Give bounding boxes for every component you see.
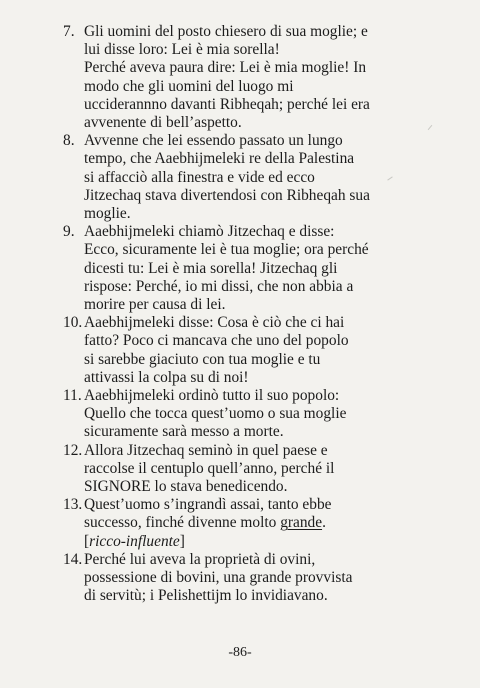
bracket-open: [ (84, 532, 90, 550)
verse-text (84, 132, 403, 223)
verse-text (84, 23, 403, 132)
verse-line: Aaebhijmeleki disse: Cosa è ciò che ci hai (84, 314, 345, 332)
verse-line-text: successo, finché divenne molto (84, 514, 281, 532)
verse-line: Allora Jitzechaq seminò in quel paese e (84, 441, 328, 459)
italic-gloss: ricco-influente (89, 532, 180, 550)
verse-line: raccolse il centuplo quell’anno, perché il (84, 459, 335, 477)
verse-line (84, 514, 403, 532)
verse-text (84, 551, 403, 606)
underlined-word: grande (280, 514, 323, 532)
verse-text (84, 223, 403, 314)
verse-number: 7. (63, 23, 75, 40)
verse-line: moglie. (84, 205, 131, 223)
verse-line: sicuramente sarà messo a morte. (84, 423, 284, 441)
verse-line: Gli uomini del posto chiesero di sua moglie; e (84, 23, 368, 40)
verse-line: Aaebhijmeleki chiamò Jitzechaq e disse: (84, 223, 335, 241)
verse-number: 11. (63, 387, 82, 405)
verse-line: ucciderannno davanti Ribheqah; perché lei era (84, 95, 370, 113)
verse-line: fatto? Poco ci mancava che uno del popolo (84, 332, 349, 350)
verse-text (84, 496, 403, 551)
verse-10 (63, 314, 403, 387)
verse-line (84, 533, 403, 551)
verse-line: si affacciò alla finestra e vide ed ecco (84, 168, 315, 186)
verse-line: lui disse loro: Lei è mia sorella! (84, 41, 280, 59)
verse-line: Jitzechaq stava divertendosi con Ribheqah sua (84, 186, 370, 204)
verse-text (84, 314, 403, 387)
page-number: -86- (228, 645, 252, 660)
verse-number: 8. (63, 132, 75, 150)
verse-line: Perché aveva paura dire: Lei è mia moglie! In (84, 59, 367, 77)
verse-line: Quello che tocca quest’uomo o sua moglie (84, 405, 347, 423)
verse-line: dicesti tu: Lei è mia sorella! Jitzechaq gli (84, 259, 338, 277)
verse-number: 13. (63, 496, 83, 514)
verse-line: avvenente di bell’aspetto. (84, 114, 242, 132)
verse-line: Aaebhijmeleki ordinò tutto il suo popolo: (84, 387, 340, 405)
verse-line: modo che gli uomini del luogo mi (84, 77, 294, 95)
verse-line: Avvenne che lei essendo passato un lungo (84, 132, 343, 150)
verse-line: SIGNORE lo stava benedicendo. (84, 478, 288, 496)
verse-text (84, 442, 403, 497)
verse-8 (63, 132, 403, 223)
verse-14 (63, 551, 403, 606)
verse-line: Quest’uomo s’ingrandì assai, tanto ebbe (84, 496, 332, 514)
verse-list (63, 23, 403, 606)
verse-12 (63, 442, 403, 497)
verse-11 (63, 387, 403, 442)
verse-line-punct: . (322, 514, 326, 532)
verse-line: possessione di bovini, una grande provvista (84, 569, 353, 587)
verse-9 (63, 223, 403, 314)
verse-line: Ecco, sicuramente lei è tua moglie; ora perché (84, 241, 369, 259)
verse-13 (63, 496, 403, 551)
bracket-close: ] (179, 532, 185, 550)
paper-speck (428, 125, 433, 130)
verse-line: tempo, che Aaebhijmeleki re della Palestina (84, 150, 355, 168)
verse-number: 10. (63, 314, 83, 332)
verse-line: rispose: Perché, io mi dissi, che non abbia a (84, 277, 354, 295)
verse-number: 9. (63, 223, 75, 241)
verse-text (84, 387, 403, 442)
verse-line: si sarebbe giaciuto con tua moglie e tu (84, 350, 321, 368)
verse-line: Perché lui aveva la proprietà di ovini, (84, 550, 316, 568)
verse-line: morire per causa di lei. (84, 296, 226, 314)
verse-line: di servitù; i Pelishettijm lo invidiavano. (84, 587, 328, 605)
verse-line: attivassi la colpa su di noi! (84, 368, 249, 386)
verse-7 (63, 23, 403, 132)
verse-number: 12. (63, 441, 83, 459)
verse-number: 14. (63, 550, 83, 568)
